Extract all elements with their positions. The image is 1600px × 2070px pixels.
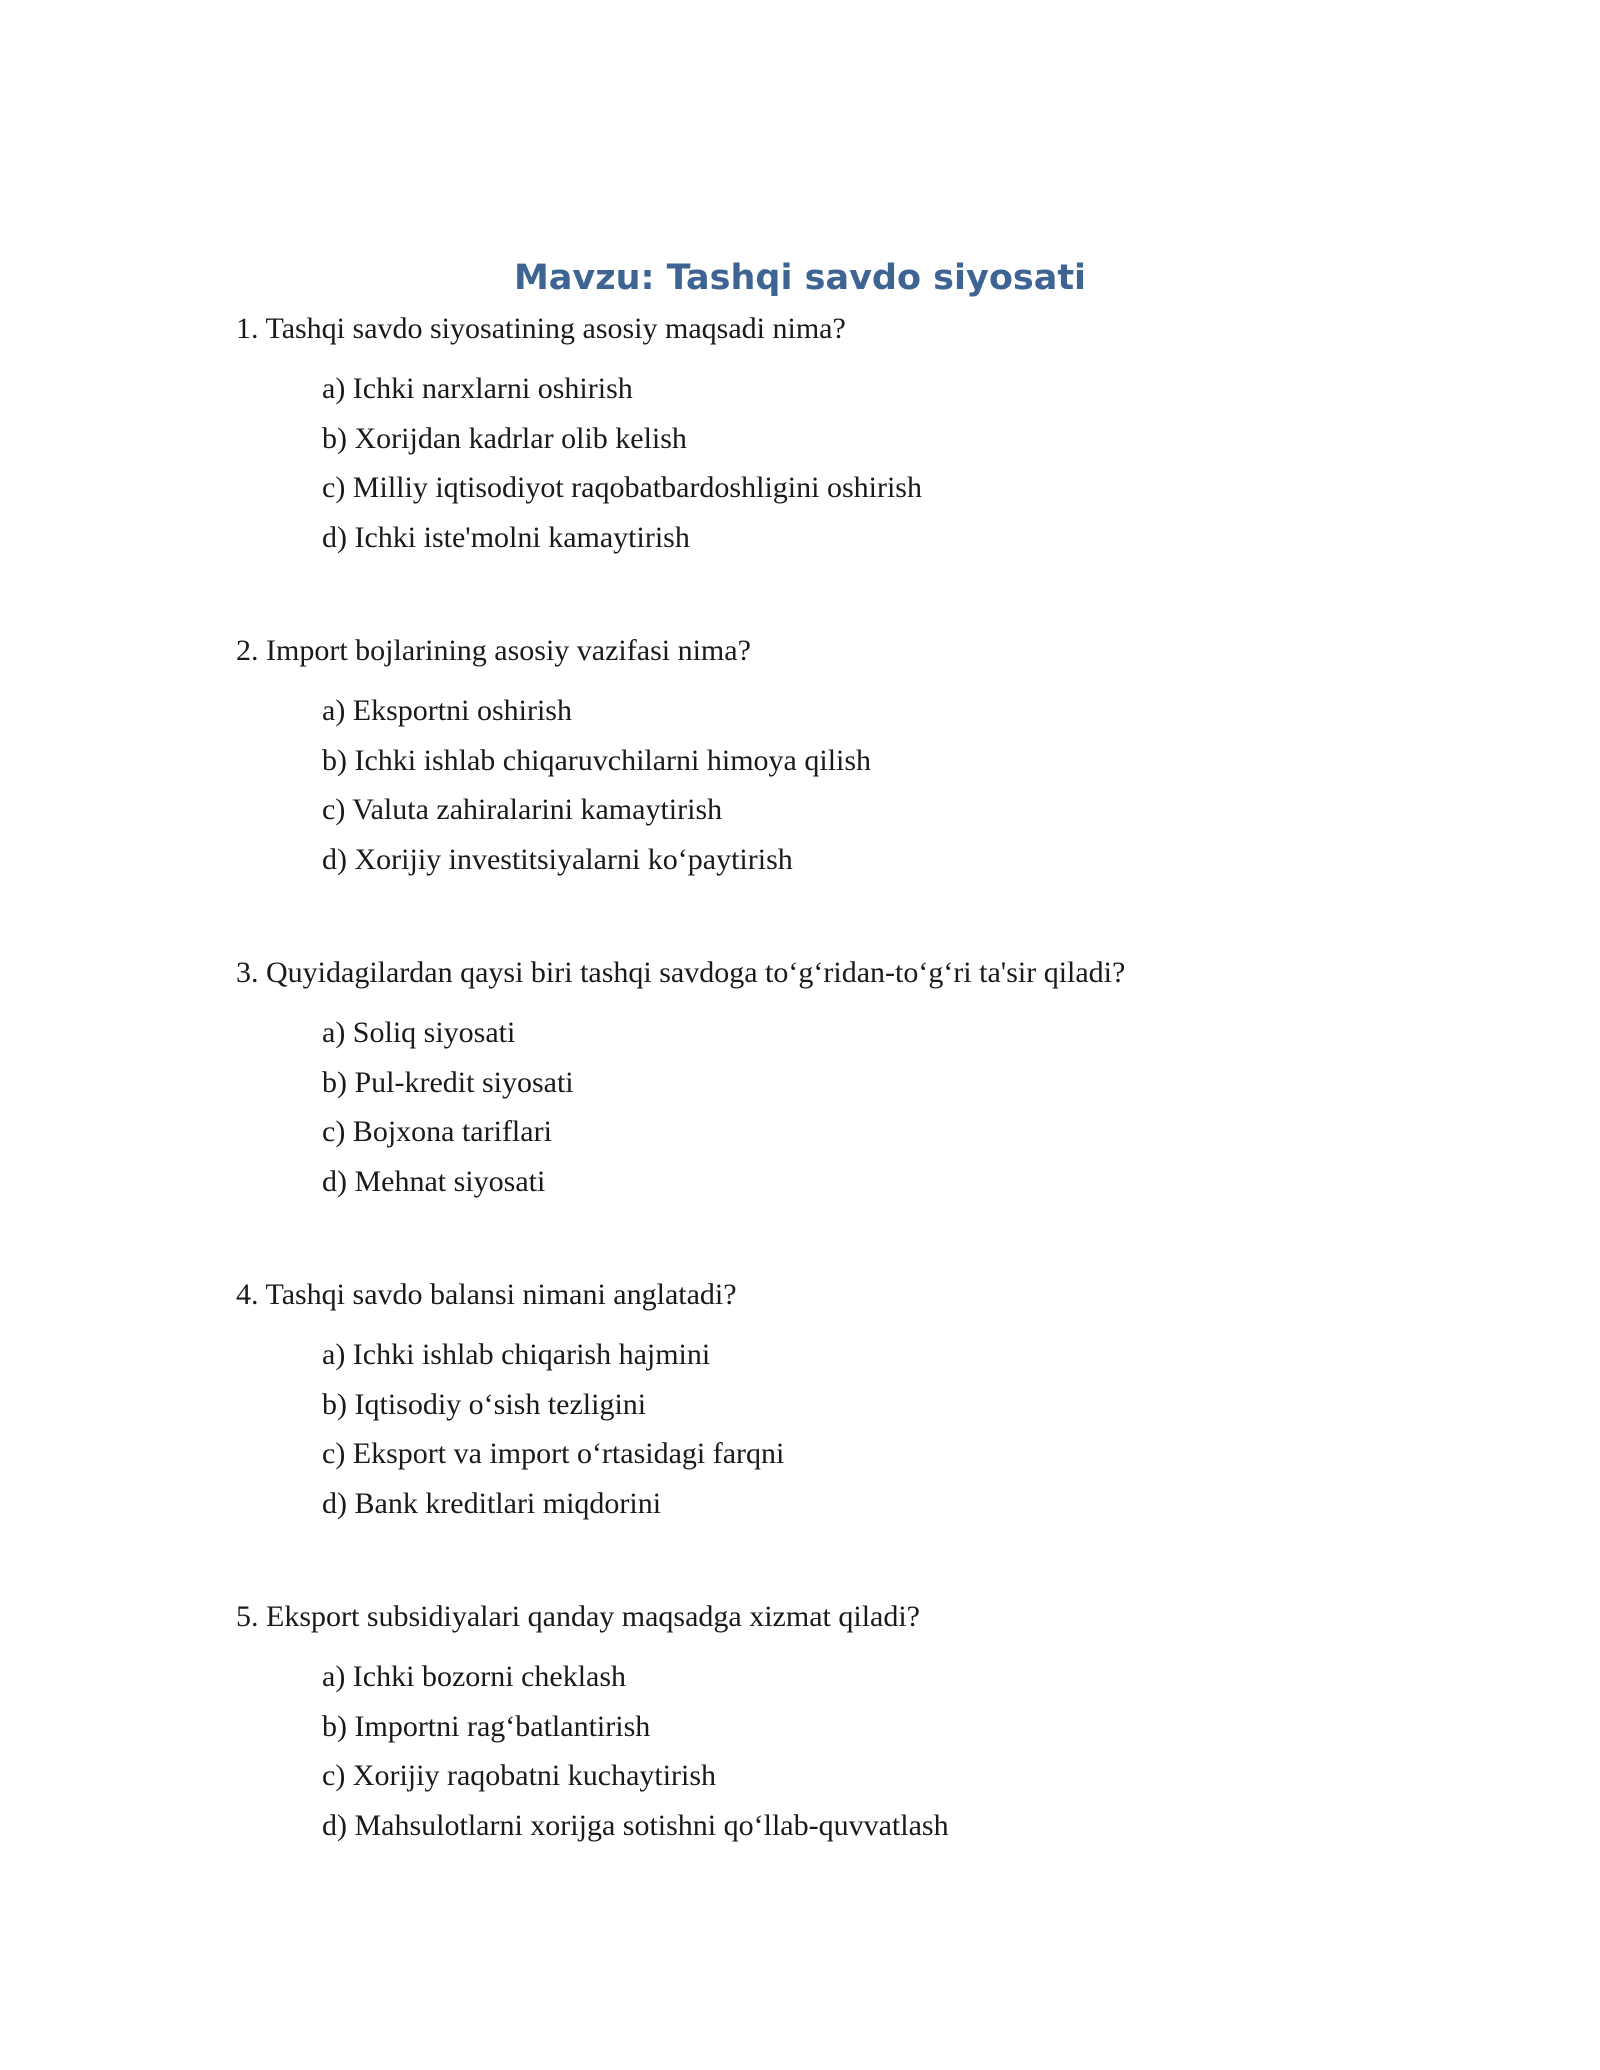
question-2 — [236, 630, 1416, 952]
answer-option-b: b) Xorijdan kadrlar olib kelish — [322, 421, 687, 455]
question-text: 1. Tashqi savdo siyosatining asosiy maqsadi nima? — [236, 312, 846, 345]
answer-option-c: c) Eksport va import o‘rtasidagi farqni — [322, 1437, 785, 1470]
question-list — [236, 308, 1416, 1918]
answer-option-c: c) Bojxona tariflari — [322, 1115, 552, 1148]
answer-option-a: a) Eksportni oshirish — [322, 694, 572, 727]
question-text: 3. Quyidagilardan qaysi biri tashqi savdoga to‘g‘ridan-to‘g‘ri ta'sir qiladi? — [236, 956, 1126, 989]
answer-option-b: b) Pul-kredit siyosati — [322, 1065, 574, 1099]
answer-option-d: d) Mahsulotlarni xorijga sotishni qo‘llab-quvvatlash — [322, 1808, 949, 1842]
answer-option-b: b) Importni rag‘batlantirish — [322, 1709, 651, 1743]
question-4 — [236, 1274, 1416, 1596]
question-5 — [236, 1596, 1416, 1918]
answer-option-b: b) Iqtisodiy o‘sish tezligini — [322, 1387, 647, 1421]
answer-option-c: c) Milliy iqtisodiyot raqobatbardoshligini oshirish — [322, 471, 922, 504]
answer-option-d: d) Xorijiy investitsiyalarni ko‘paytirish — [322, 842, 793, 876]
question-text: 2. Import bojlarining asosiy vazifasi nima? — [236, 634, 751, 667]
question-1 — [236, 308, 1416, 630]
answer-option-d: d) Bank kreditlari miqdorini — [322, 1486, 662, 1520]
answer-option-a: a) Ichki ishlab chiqarish hajmini — [322, 1338, 711, 1371]
question-3 — [236, 952, 1416, 1274]
question-text: 5. Eksport subsidiyalari qanday maqsadga xizmat qiladi? — [236, 1600, 920, 1633]
answer-option-a: a) Ichki narxlarni oshirish — [322, 372, 633, 405]
answer-option-b: b) Ichki ishlab chiqaruvchilarni himoya qilish — [322, 743, 872, 777]
document-title: Mavzu: Tashqi savdo siyosati — [513, 258, 1087, 298]
question-text: 4. Tashqi savdo balansi nimani anglatadi? — [236, 1278, 737, 1311]
answer-option-c: c) Xorijiy raqobatni kuchaytirish — [322, 1759, 717, 1792]
answer-options — [322, 1008, 1416, 1206]
answer-options — [322, 1652, 1416, 1850]
answer-options — [322, 364, 1416, 562]
answer-option-a: a) Ichki bozorni cheklash — [322, 1660, 627, 1693]
answer-option-c: c) Valuta zahiralarini kamaytirish — [322, 793, 723, 826]
answer-options — [322, 1330, 1416, 1528]
answer-option-d: d) Ichki iste'molni kamaytirish — [322, 520, 690, 554]
answer-option-d: d) Mehnat siyosati — [322, 1164, 546, 1198]
answer-option-a: a) Soliq siyosati — [322, 1016, 516, 1049]
answer-options — [322, 686, 1416, 884]
